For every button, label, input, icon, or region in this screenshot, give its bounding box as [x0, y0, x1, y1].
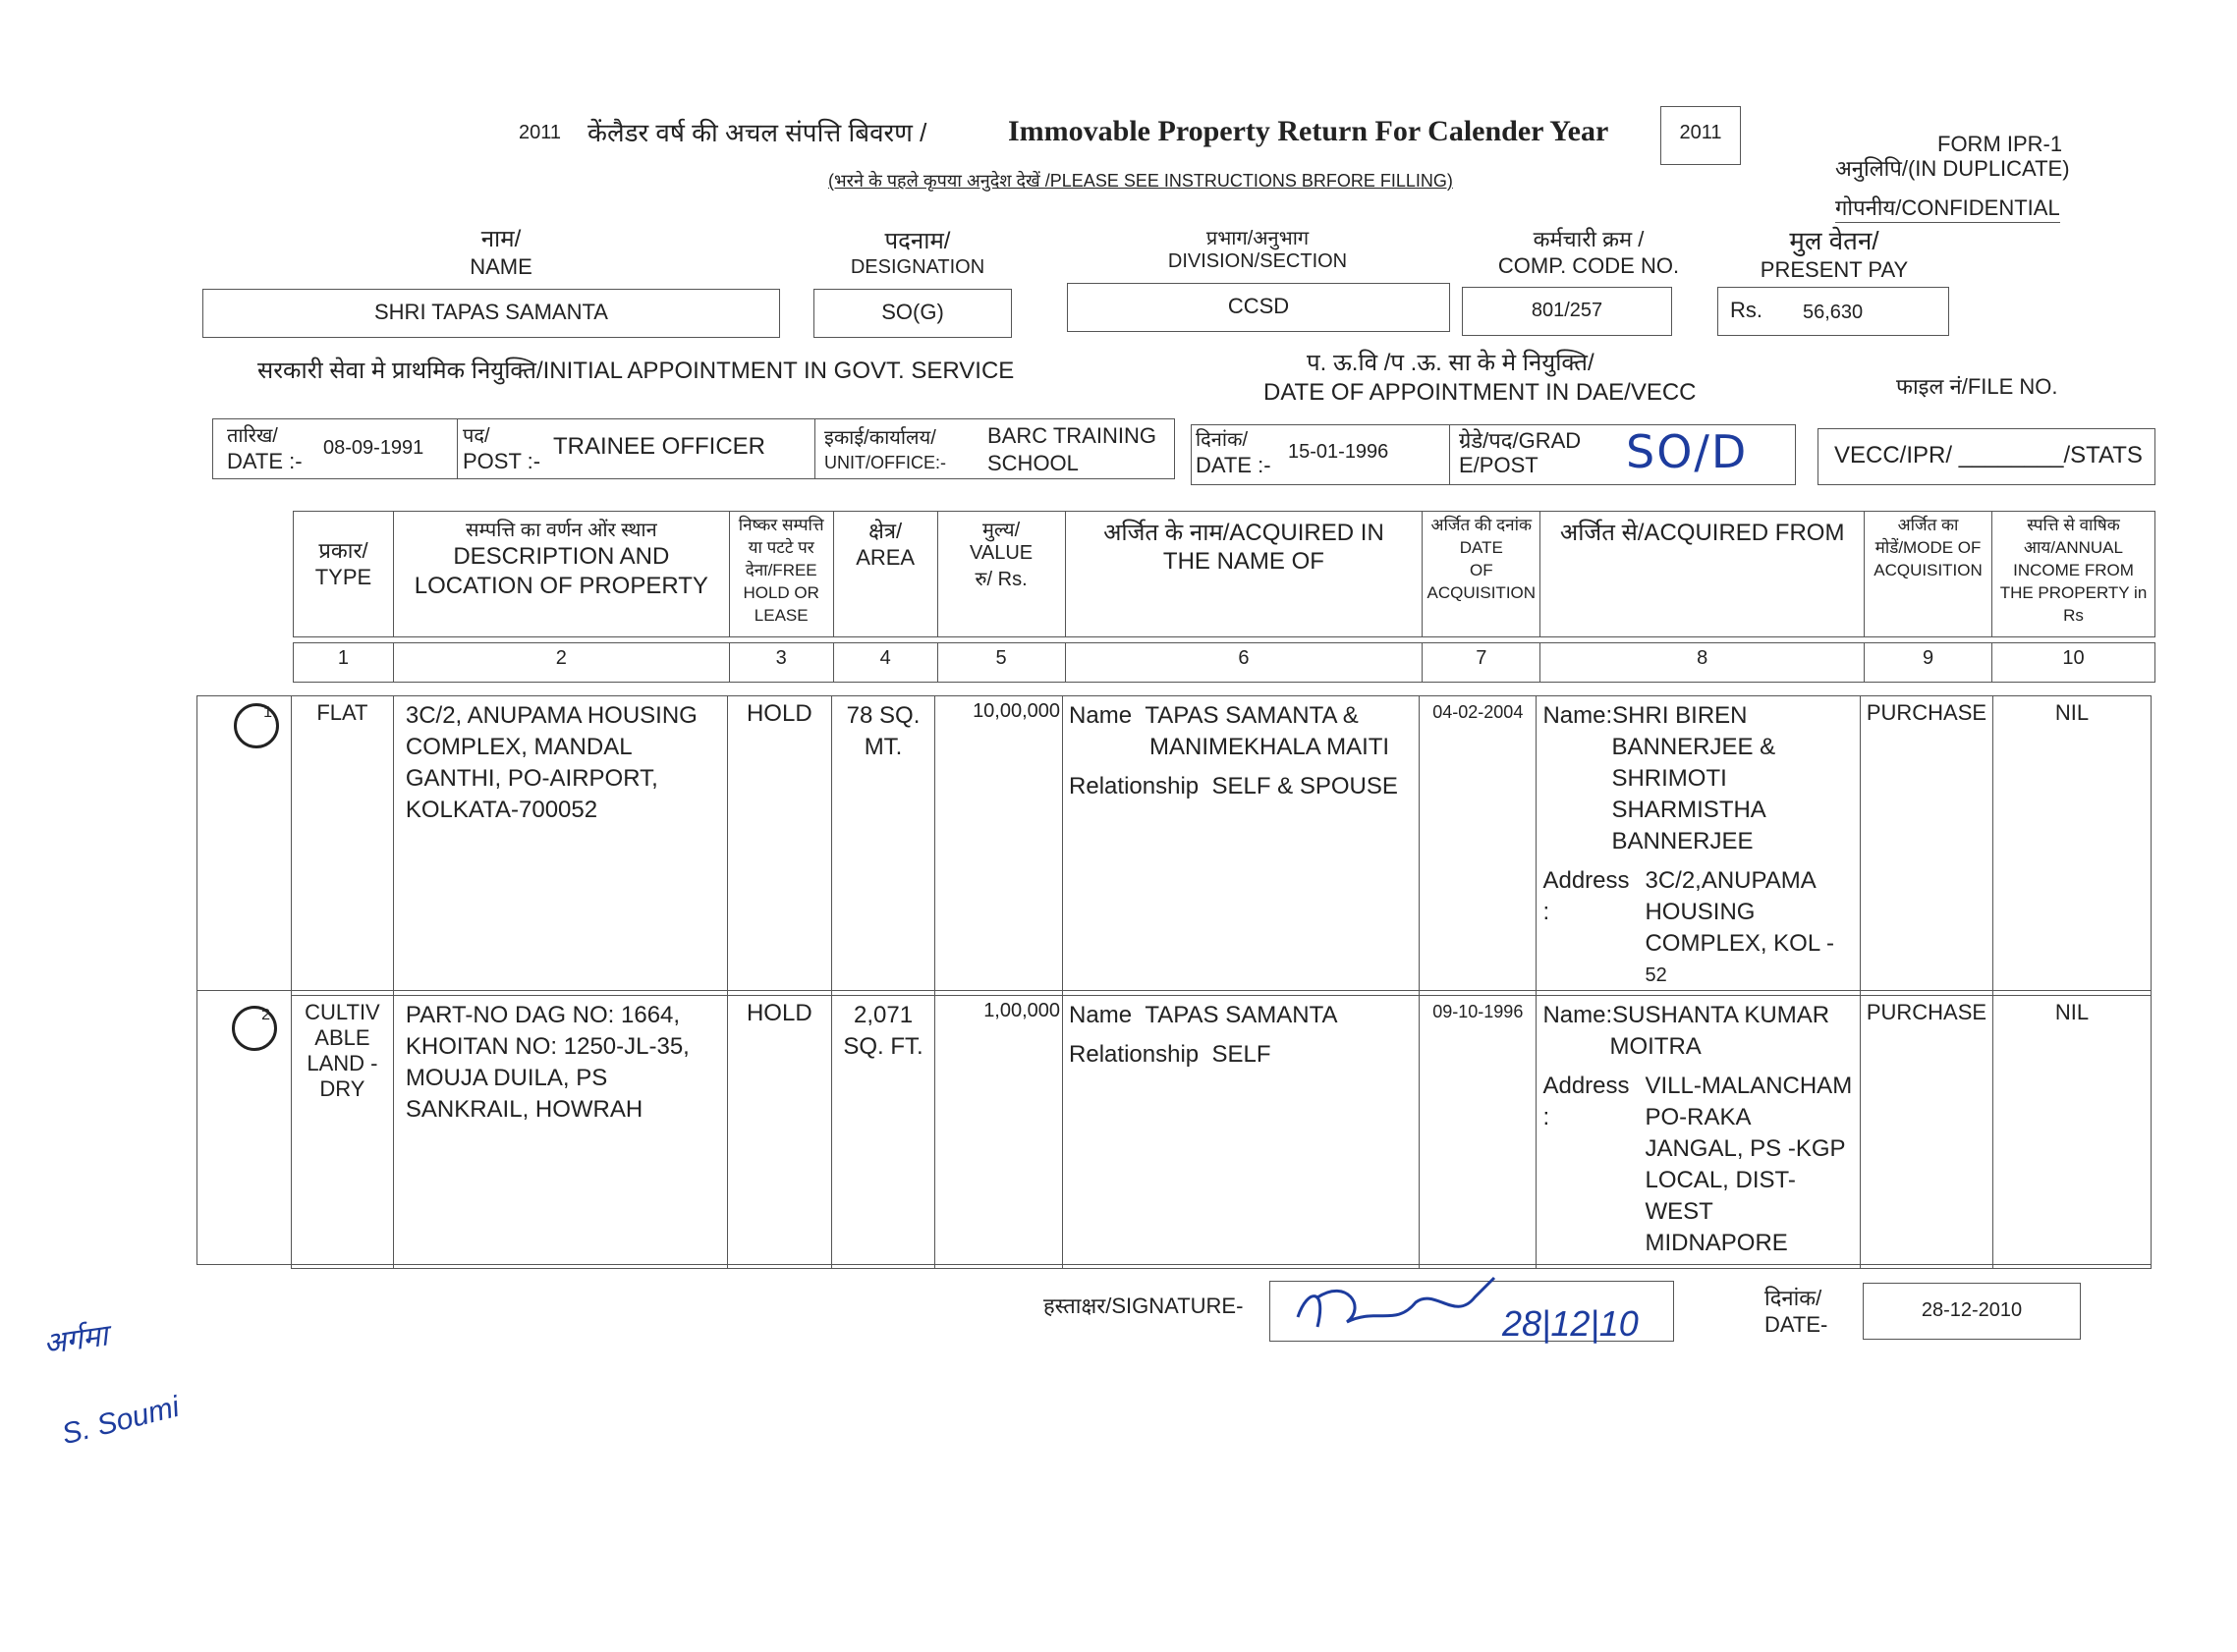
row-serial-circle [232, 1006, 277, 1051]
address-line: JANGAL, PS -KGP [1645, 1135, 1846, 1162]
address-line: 3C/2,ANUPAMA [1645, 867, 1817, 894]
cell-type: CULTIV ABLE LAND - DRY [292, 996, 394, 1269]
cell-acquired-from: Name:SHRI BIREN BANNERJEE & SHRIMOTI SHARMISTHA BANNERJEE Address 3C/2,ANUPAMA : HOUSING COMPLEX, KOL - 52 [1537, 696, 1860, 996]
header-value-rs: रु/ Rs. [975, 569, 1028, 590]
unit-label-en: UNIT/OFFICE:- [824, 453, 946, 472]
pay-field [1717, 287, 1949, 336]
cell-date: 04-02-2004 [1420, 696, 1537, 996]
dae-appointment-label-hi: प. ऊ.वि /प .ऊ. सा के मे नियुक्ति/ [1307, 350, 1594, 376]
pay-label-hi: मुल वेतन/ [1789, 226, 1879, 255]
dae-appointment-label-en: DATE OF APPOINTMENT IN DAE/VECC [1263, 379, 1697, 406]
col-number-9: 9 [1865, 643, 1992, 683]
footer-date-label-hi: दिनांक/ [1764, 1286, 1822, 1310]
footer-date-field: 28-12-2010 [1863, 1283, 2081, 1340]
form-number: FORM IPR-1 [1937, 132, 2063, 156]
from-line: SUSHANTA KUMAR [1612, 1002, 1830, 1028]
name-label: Name [1069, 702, 1133, 729]
comp-code-label-hi: कर्मचारी क्रम / [1533, 227, 1645, 251]
header-value-hi: मुल्य/ [981, 520, 1021, 541]
relationship-label: Relationship [1069, 1041, 1200, 1068]
header-description-hi: सम्पत्ति का वर्णन ओंर स्थान [465, 520, 657, 541]
designation-label-en: DESIGNATION [850, 256, 985, 278]
from-line: BANNERJEE [1611, 828, 1754, 854]
grade-handwritten: SO/D [1626, 425, 1749, 478]
dae-date-label-hi: दिनांक/ [1196, 429, 1248, 451]
signature-label: हस्ताक्षर/SIGNATURE- [1043, 1294, 1244, 1318]
dae-date-label-en: DATE :- [1196, 453, 1271, 477]
cell-value: 1,00,000 [935, 996, 1063, 1269]
col-number-10: 10 [1991, 643, 2154, 683]
unit-value-2: SCHOOL [987, 451, 1079, 475]
acquirer-name: TAPAS SAMANTA [1145, 1002, 1338, 1028]
table-row [292, 996, 2152, 1269]
address-line: COMPLEX, KOL - [1645, 930, 1834, 957]
header-hold-hi: निष्कर सम्पत्ति या पटटे पर देना/FREE [738, 516, 824, 579]
year-box: 2011 [1660, 106, 1741, 165]
cell-mode: PURCHASE [1860, 996, 1992, 1269]
property-table-numbers [293, 642, 2155, 683]
margin-note-line-1: अर्गमा [41, 1319, 110, 1361]
header-area-en: AREA [856, 545, 916, 570]
cell-income: NIL [1993, 696, 2152, 996]
duplicate-label: अनुलिपि/(IN DUPLICATE) [1835, 156, 2070, 181]
header-acquired-in-hi: अर्जित के नाम/ACQUIRED IN [1103, 520, 1384, 546]
name-label-en: NAME [470, 254, 532, 279]
pay-value: 56,630 [1803, 302, 1864, 323]
acquirer-name: TAPAS SAMANTA & [1145, 702, 1359, 729]
row-serial-circle [234, 703, 279, 748]
margin-note-signature: S. Soumi [58, 1390, 183, 1452]
col-number-6: 6 [1065, 643, 1423, 683]
date-label-en: DATE :- [227, 449, 303, 473]
cell-income: NIL [1993, 996, 2152, 1269]
header-mode-hi: अर्जित का मोडें/MODE OF [1874, 516, 1982, 557]
header-area-hi: क्षेत्र/ [868, 519, 903, 543]
designation-field: SO(G) [813, 289, 1012, 338]
post-label-en: POST :- [463, 449, 541, 473]
comp-code-field: 801/257 [1462, 287, 1672, 336]
col-number-8: 8 [1540, 643, 1865, 683]
confidential-label: गोपनीय/CONFIDENTIAL [1835, 193, 2060, 223]
address-label: Address [1542, 867, 1630, 894]
pay-prefix: Rs. [1730, 298, 1762, 322]
header-income-hi: स्पत्ति से वाषिक आय/ANNUAL [2024, 516, 2123, 557]
year-left: 2011 [519, 122, 562, 143]
cell-description: PART-NO DAG NO: 1664, KHOITAN NO: 1250-JL-35, MOUJA DUILA, PS SANKRAIL, HOWRAH [393, 996, 727, 1269]
header-date-en: OF ACQUISITION [1426, 561, 1537, 602]
relationship-value: SELF [1211, 1041, 1271, 1068]
cell-acquired-in [1063, 696, 1420, 996]
name-field: SHRI TAPAS SAMANTA [202, 289, 780, 338]
address-line: HOUSING [1645, 899, 1756, 925]
from-line: SHARMISTHA [1611, 797, 1766, 823]
header-description-en: DESCRIPTION AND LOCATION OF PROPERTY [414, 543, 708, 599]
relationship-label: Relationship [1069, 773, 1200, 799]
relationship-value: SELF & SPOUSE [1211, 773, 1398, 799]
cell-type: FLAT [292, 696, 394, 996]
instructions-note: (भरने के पहले कृपया अनुदेश देखें /PLEASE SEE INSTRUCTIONS BRFORE FILLING) [828, 171, 1453, 191]
designation-label-hi: पदनाम/ [884, 228, 951, 254]
cell-mode: PURCHASE [1860, 696, 1992, 996]
cell-acquired-from: Name:SUSHANTA KUMAR MOITRA Address VILL-MALANCHAM : PO-RAKA JANGAL, PS -KGP LOCAL, DIST- WEST MIDNAPORE [1537, 996, 1860, 1269]
address-line: PO-RAKA [1645, 1104, 1752, 1130]
header-type-hi: प्रकार/ [318, 538, 368, 563]
table-row [292, 696, 2152, 996]
comp-code-label-en: COMP. CODE NO. [1497, 253, 1680, 278]
col-number-5: 5 [937, 643, 1065, 683]
from-line: SHRI BIREN [1612, 702, 1748, 729]
initial-appointment-label: सरकारी सेवा मे प्राथमिक नियुक्ति/INITIAL APPOINTMENT IN GOVT. SERVICE [257, 358, 1015, 384]
date-label-hi: तारिख/ [227, 425, 278, 447]
unit-value-1: BARC TRAINING [987, 423, 1156, 448]
col-number-3: 3 [729, 643, 833, 683]
cell-hold: HOLD [727, 696, 831, 996]
signature-scribble [1288, 1268, 1524, 1337]
address-line: 52 [1645, 964, 1667, 986]
file-number-label: फाइल नं/FILE NO. [1896, 374, 2058, 399]
header-acquired-from: अर्जित से/ACQUIRED FROM [1559, 520, 1845, 546]
address-label: Address [1542, 1073, 1630, 1099]
col-number-1: 1 [294, 643, 394, 683]
from-line: SHRIMOTI [1611, 765, 1727, 792]
header-value-en: VALUE [970, 542, 1034, 564]
from-line: BANNERJEE & [1611, 734, 1776, 760]
header-acquired-in-en: THE NAME OF [1162, 548, 1324, 575]
header-mode-en: ACQUISITION [1873, 561, 1983, 579]
header-income-en: INCOME FROM THE PROPERTY in Rs [1999, 561, 2148, 625]
address-line: VILL-MALANCHAM [1645, 1073, 1853, 1099]
from-name-label: Name: [1542, 702, 1613, 729]
file-number-field: VECC/IPR/ ________/STATS [1818, 428, 2155, 485]
property-rows [291, 695, 2152, 1269]
cell-value: 10,00,000 [935, 696, 1063, 996]
post-label-hi: पद/ [463, 425, 490, 447]
division-label-hi: प्रभाग/अनुभाग [1205, 228, 1310, 249]
property-table-header [293, 511, 2155, 637]
cell-acquired-in [1063, 996, 1420, 1269]
row-serial-number: 2 [261, 1007, 270, 1023]
cell-description: 3C/2, ANUPAMA HOUSING COMPLEX, MANDAL GANTHI, PO-AIRPORT, KOLKATA-700052 [393, 696, 727, 996]
address-line: LOCAL, DIST- [1645, 1167, 1796, 1193]
page-title: Immovable Property Return For Calender Year [1008, 115, 1609, 147]
pay-label-en: PRESENT PAY [1760, 257, 1909, 282]
row-serial-number: 1 [263, 704, 272, 721]
signature-box [1269, 1281, 1674, 1342]
margin-note [40, 1314, 110, 1363]
initial-date-value: 08-09-1991 [323, 437, 424, 459]
from-line: MOITRA [1609, 1033, 1702, 1060]
initial-appointment-box [212, 418, 1175, 479]
cell-area: 78 SQ. MT. [831, 696, 935, 996]
cell-hold: HOLD [727, 996, 831, 1269]
name-label: Name [1069, 1002, 1133, 1028]
footer-date-label-en: DATE- [1764, 1312, 1828, 1337]
name-label-hi: नाम/ [480, 226, 522, 252]
dae-appointment-box [1191, 424, 1796, 485]
header-hold-en: HOLD OR LEASE [743, 583, 819, 625]
signature-date-handwritten: 28|12|10 [1502, 1303, 1639, 1344]
division-label-en: DIVISION/SECTION [1167, 250, 1348, 272]
col-number-7: 7 [1423, 643, 1540, 683]
address-line: WEST [1645, 1198, 1713, 1225]
from-name-label: Name: [1542, 1002, 1613, 1028]
header-type-en: TYPE [314, 565, 372, 589]
header-date-hi: अर्जित की दनांक DATE [1430, 516, 1533, 557]
unit-label-hi: इकाई/कार्यालय/ [824, 427, 936, 449]
grade-label-en: E/POST [1459, 453, 1538, 477]
cell-date: 09-10-1996 [1420, 996, 1537, 1269]
grade-label-hi: ग्रेडे/पद/GRAD [1459, 428, 1582, 453]
dae-date-value: 15-01-1996 [1288, 441, 1389, 463]
acquirer-name-2: MANIMEKHALA MAITI [1149, 734, 1390, 760]
title-hindi: केंलैडर वर्ष की अचल संपत्ति बिवरण / [587, 118, 927, 147]
division-field: CCSD [1067, 283, 1450, 332]
post-value: TRAINEE OFFICER [553, 433, 766, 460]
cell-area: 2,071 SQ. FT. [831, 996, 935, 1269]
col-number-2: 2 [393, 643, 729, 683]
address-line: MIDNAPORE [1645, 1230, 1788, 1256]
col-number-4: 4 [833, 643, 937, 683]
